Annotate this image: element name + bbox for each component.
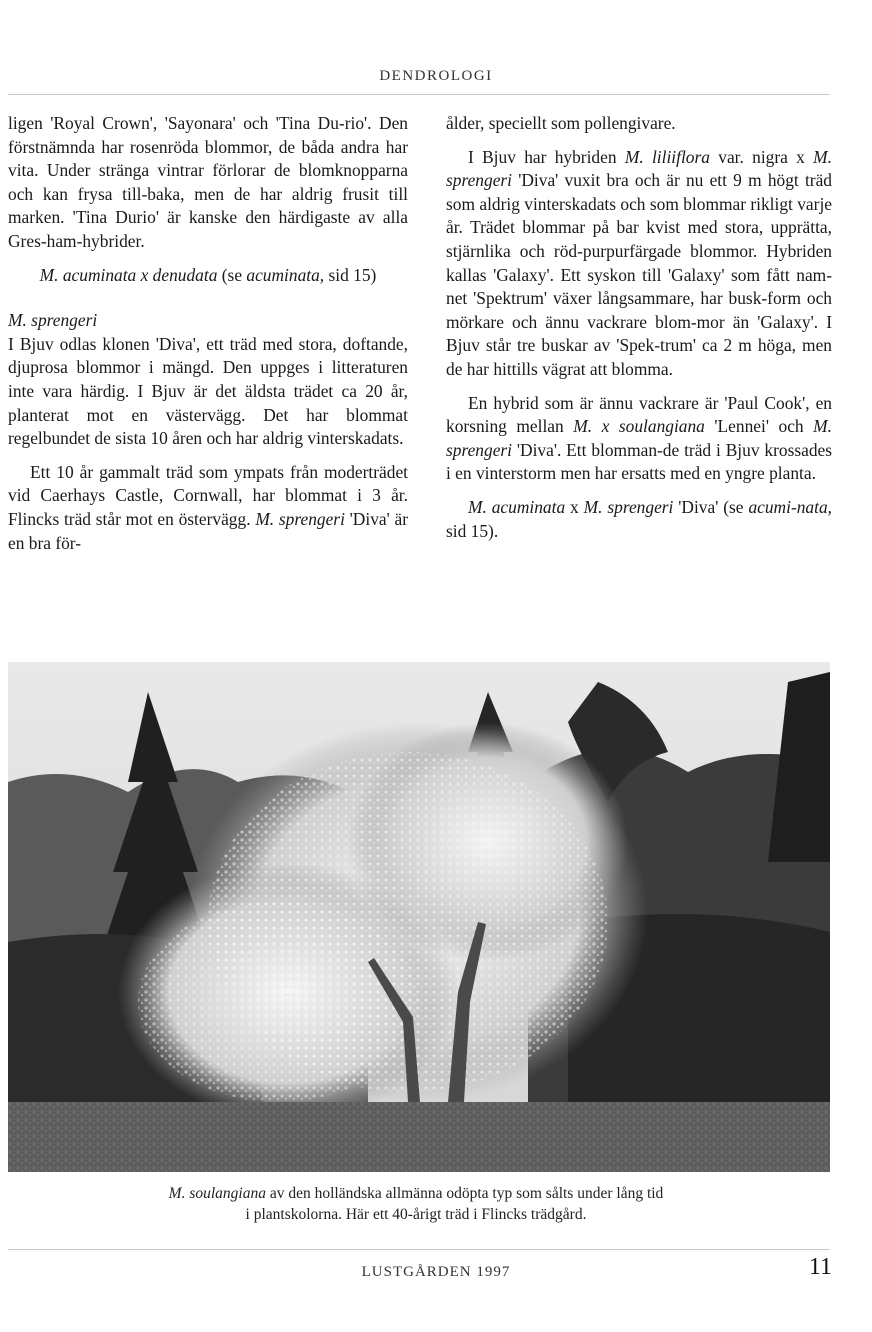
text-run: 'Lennei' och <box>704 416 814 437</box>
cross-reference <box>8 264 408 288</box>
magnolia-tree-photo <box>8 662 830 1172</box>
photo-illustration <box>8 662 830 1172</box>
paragraph: ålder, speciellt som pollengivare. <box>446 113 676 133</box>
species-name: M. sprengeri <box>446 416 832 460</box>
species-name: M. sprengeri <box>583 496 674 517</box>
species-name: M. soulangiana <box>168 1185 266 1202</box>
section-heading: M. sprengeri <box>8 310 98 331</box>
paragraph <box>446 392 832 486</box>
text-run: 'Diva' (se <box>673 496 749 517</box>
paragraph: I Bjuv odlas klonen 'Diva', ett träd med stora, doftande, djuprosa blommor i mängd. Den uppges i litteraturen inte vara härdig. I Bjuv är det äldsta trädet ca 20 år, planterat mot en västervägg. Det har blommat regelbundet de sista 10 åren och har aldrig vinterskadats. <box>8 333 408 449</box>
text-run: 'Diva' är en bra för- <box>8 508 409 553</box>
text-run: sid 15). <box>446 520 499 541</box>
text-run: sid 15) <box>324 264 377 285</box>
paragraph: ligen 'Royal Crown', 'Sayonara' och 'Tina Du-rio'. Den förstnämnda har rosenröda blommor, de båda andra har vita. Under stränga vintrar förlorar de blomknopparna och kan frysa till-baka, men de har aldrig frusit till marken. 'Tina Durio' är kanske den härdigaste av alla Gres-ham-hybrider. <box>8 113 408 251</box>
species-name: M. sprengeri <box>446 146 832 191</box>
species-name: M. sprengeri <box>255 508 345 529</box>
running-header: DENDROLOGI <box>379 68 493 84</box>
caption-text: i plantskolorna. Här ett 40-årigt träd i Flincks trädgård. <box>245 1206 587 1223</box>
text-run: 'Diva'. Ett blomman-de träd i Bjuv krossades i en vinterstorm men har ersatts med en yngre planta. <box>446 439 832 484</box>
text-run: (se <box>217 264 247 285</box>
caption-text: av den holländska allmänna odöpta typ som sålts under lång tid <box>265 1185 664 1202</box>
text-run: Ett 10 år gammalt träd som ympats från moderträdet vid Caerhays Castle, Cornwall, har blommat i 3 år. Flincks träd står mot en östervägg. <box>8 461 408 529</box>
paragraph <box>446 146 832 382</box>
publication-footer: LUSTGÅRDEN 1997 <box>361 1264 511 1280</box>
species-name: acuminata, <box>246 264 325 285</box>
species-name: acumi-nata, <box>748 496 832 517</box>
left-text-column <box>8 112 408 555</box>
text-run: I Bjuv har hybriden <box>468 146 625 167</box>
paragraph <box>8 461 408 555</box>
photo-caption <box>60 1183 772 1225</box>
header-divider <box>8 94 830 95</box>
right-text-column <box>446 112 832 543</box>
text-run: En hybrid som är ännu vackrare är 'Paul Cook', en korsning mellan <box>446 392 832 437</box>
text-run: var. nigra x <box>709 146 814 167</box>
species-name: M. acuminata x denudata <box>39 264 218 285</box>
footer-divider <box>8 1249 830 1250</box>
species-name: M. x soulangiana <box>573 416 705 437</box>
species-name: M. liliiflora <box>624 146 710 167</box>
page-number: 11 <box>808 1254 832 1280</box>
paragraph <box>446 496 832 543</box>
text-run: x <box>565 496 584 517</box>
text-run: 'Diva' vuxit bra och är nu ett 9 m högt träd som aldrig vinterskadats och som blommar rikligt varje år. Trädet blommar på bar kvist med stora, upprätta, stjärnlika och röd-purpurfärgade blommor. Hybriden kallas 'Galaxy'. Ett syskon till 'Galaxy' som fått nam-net 'Spektrum' växer långsammare, har busk-form och mörkare och ännu vackrare blom-mor än 'Galaxy'. I Bjuv står tre buskar av 'Spek-trum' ca 2 m höga, men de har hittills vägrat att blomma. <box>446 170 832 379</box>
species-name: M. acuminata <box>468 496 566 517</box>
